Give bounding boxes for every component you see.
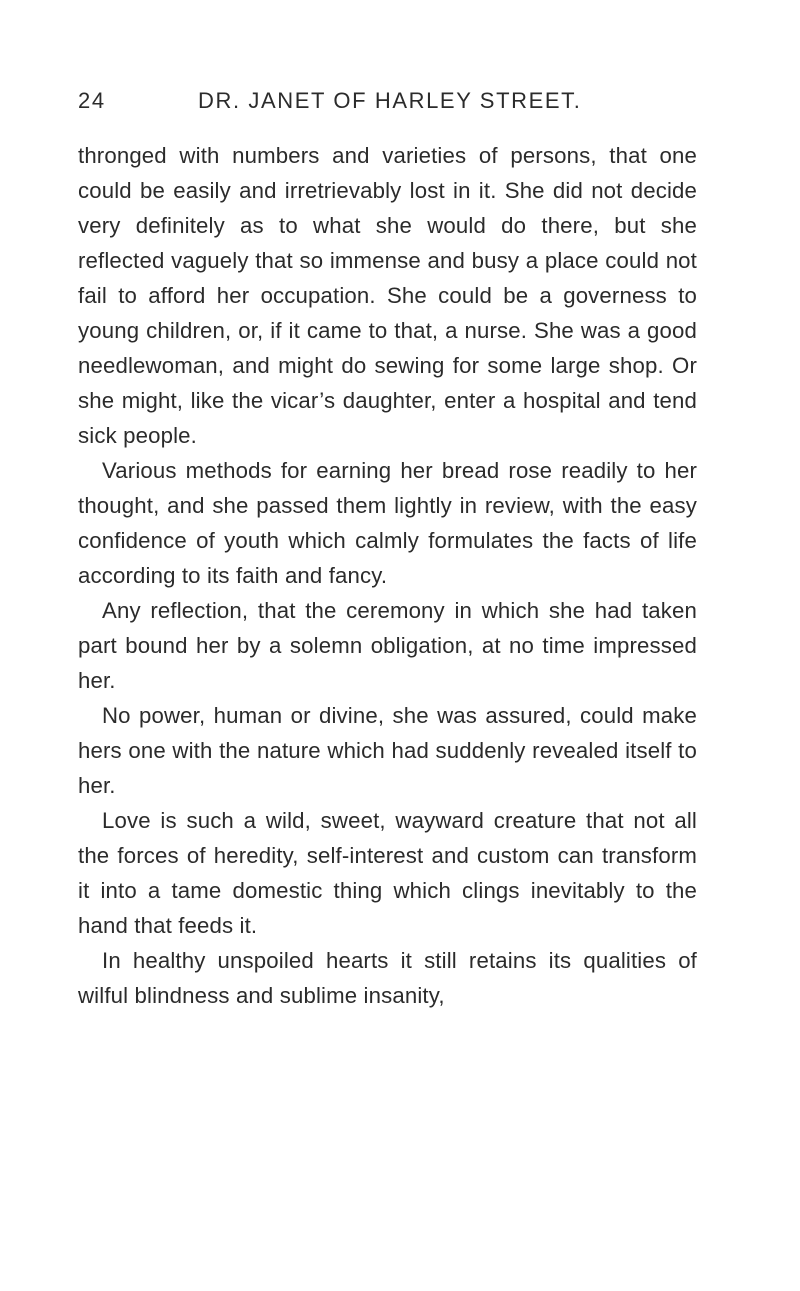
paragraph: Any reflection, that the ceremony in which she had taken part bound her by a solemn obligation, at no time impressed her. bbox=[78, 598, 697, 693]
running-title: DR. JANET OF HARLEY STREET. bbox=[198, 88, 582, 113]
paragraph: In healthy unspoiled hearts it still retains its qualities of wilful blindness and sublime insanity, bbox=[78, 948, 697, 1008]
paragraph: No power, human or divine, she was assured, could make hers one with the nature which had suddenly revealed itself to her. bbox=[78, 703, 697, 798]
paragraph: Love is such a wild, sweet, wayward creature that not all the forces of heredity, self-interest and custom can transform it into a tame domestic thing which clings inevitably to the hand that feeds it. bbox=[78, 808, 697, 938]
running-head bbox=[78, 88, 718, 118]
paragraph: thronged with numbers and varieties of persons, that one could be easily and irretrievably lost in it. She did not decide very definitely as to what she would do there, but she reflected vaguely that so immense and busy a place could not fail to afford her occupation. She could be a governess to young children, or, if it came to that, a nurse. She was a good needlewoman, and might do sewing for some large shop. Or she might, like the vicar’s daughter, enter a hospital and tend sick people. bbox=[78, 143, 697, 448]
body-text bbox=[78, 138, 697, 1013]
paragraph: Various methods for earning her bread rose readily to her thought, and she passed them lightly in review, with the easy confidence of youth which calmly formulates the facts of life according to its faith and fancy. bbox=[78, 458, 697, 588]
page-number: 24 bbox=[78, 88, 106, 113]
